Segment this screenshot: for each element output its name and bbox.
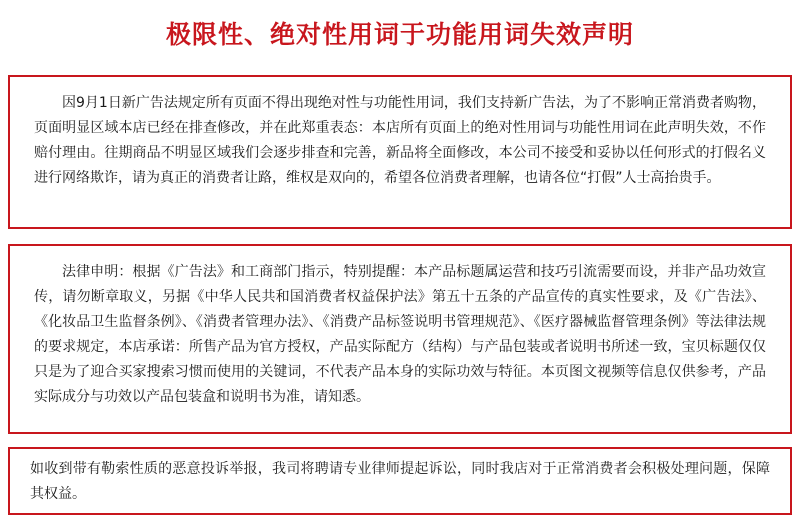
- notice-text-legal-statement: 法律申明：根据《广告法》和工商部门指示，特别提醒：本产品标题属运营和技巧引流需要而设，并非产品功效宣传，请勿断章取义，另据《中华人民共和国消费者权益保护法》第五十五条的产品宣传的真实性要求，及《广告法》、《化妆品卫生监督条例》、《消费者管理办法》、《消费产品标签说明书管理规范》、《医疗器械监督管理条例》等法律法规的要求规定，本店承诺：所售产品为官方授权，产品实际配方（结构）与产品包装或者说明书所述一致，宝贝标题仅仅只是为了迎合买家搜索习惯而使用的关键词，不代表产品本身的实际功效与特征。本页图文视频等信息仅供参考，产品实际成分与功效以产品包装盒和说明书为准，请知悉。: [34, 264, 766, 405]
- notice-text-complaint-warning: 如收到带有勒索性质的恶意投诉举报，我司将聘请专业律师提起诉讼，同时我店对于正常消费者会积极处理问题，保障其权益。: [30, 461, 770, 502]
- page-title: 极限性、绝对性用词于功能用词失效声明: [165, 20, 634, 49]
- notice-box-legal-statement: [8, 244, 792, 434]
- notice-box-ad-law: [8, 75, 792, 229]
- notice-text-ad-law: 因9月1日新广告法规定所有页面不得出现绝对性与功能性用词，我们支持新广告法，为了不影响正常消费者购物，页面明显区域本店已经在排查修改，并在此郑重表态：本店所有页面上的绝对性用词与功能性用词在此声明失效，不作赔付理由。往期商品不明显区域我们会逐步排查和完善，新品将全面修改，本公司不接受和妥协以任何形式的打假名义进行网络欺诈，请为真正的消费者让路，维权是双向的，希望各位消费者理解，也请各位“打假”人士高抬贵手。: [34, 95, 766, 186]
- notice-box-complaint-warning: [8, 447, 792, 515]
